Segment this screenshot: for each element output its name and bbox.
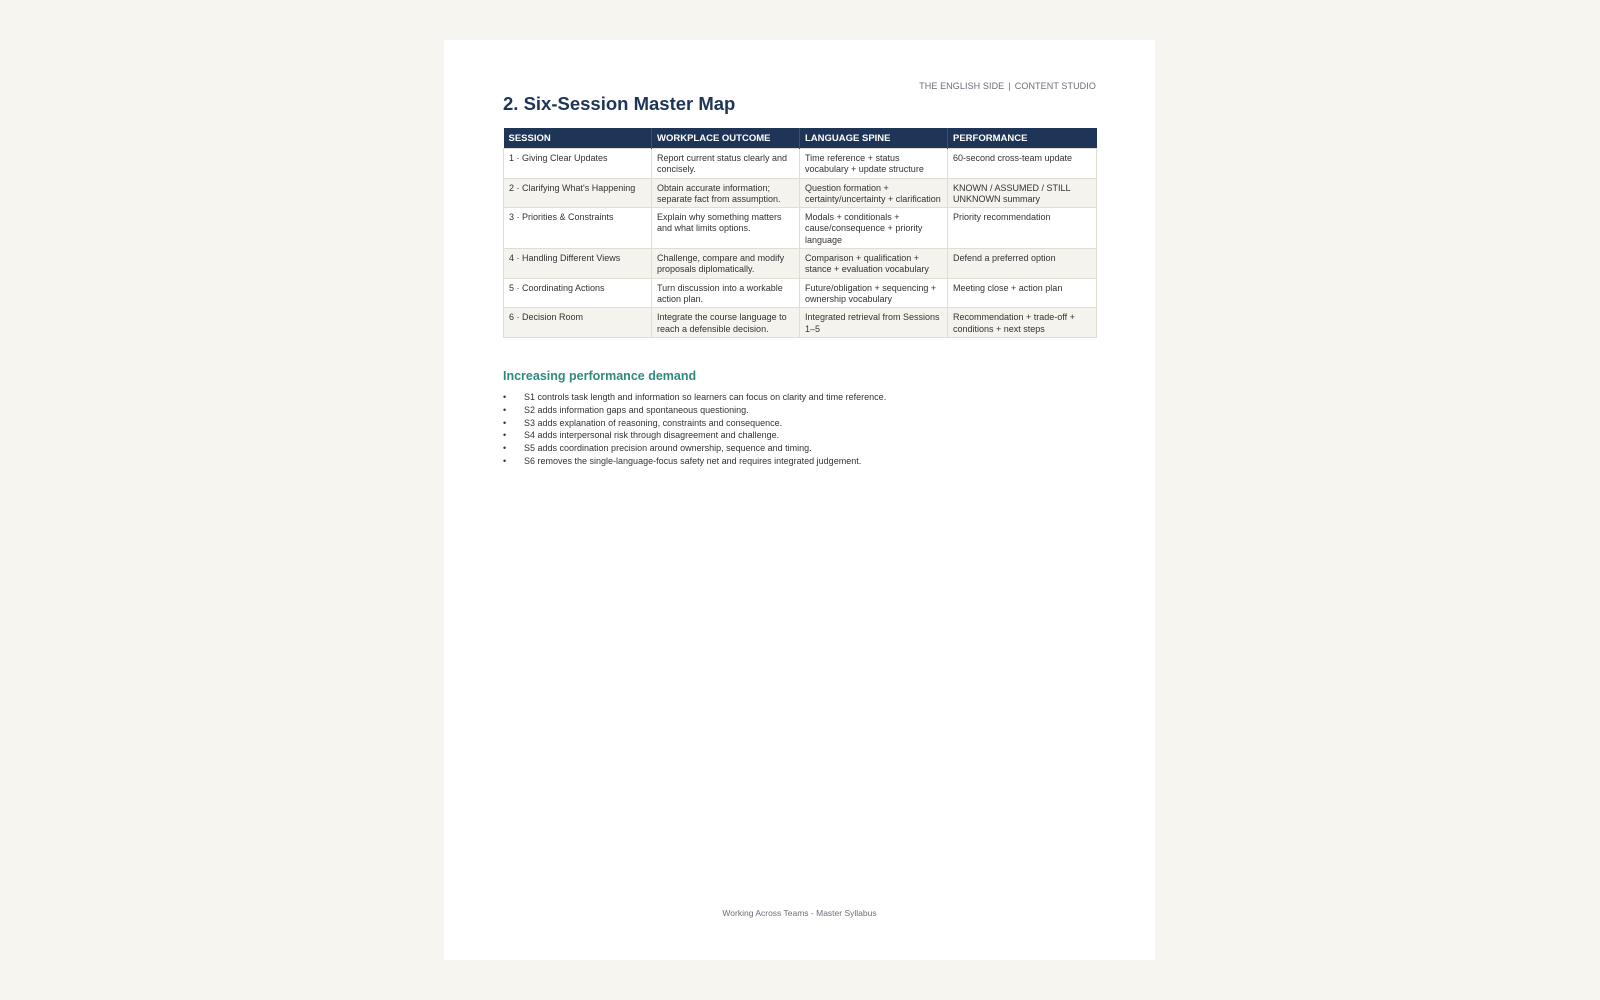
cell-workplace-outcome: Report current status clearly and concisely. [652, 149, 800, 179]
list-item [503, 455, 886, 468]
cell-workplace-outcome: Challenge, compare and modify proposals diplomatically. [652, 249, 800, 279]
cell-workplace-outcome: Explain why something matters and what limits options. [652, 208, 800, 249]
list-item [503, 417, 886, 430]
column-header-workplace-outcome: WORKPLACE OUTCOME [652, 128, 800, 149]
table-row [504, 149, 1097, 179]
cell-performance: 60-second cross-team update [948, 149, 1097, 179]
cell-performance: Recommendation + trade-off + conditions + next steps [948, 308, 1097, 338]
table-row [504, 278, 1097, 308]
cell-language-spine: Integrated retrieval from Sessions 1–5 [800, 308, 948, 338]
cell-session: 4 · Handling Different Views [504, 249, 652, 279]
bullet-icon: • [503, 392, 507, 402]
cell-session: 1 · Giving Clear Updates [504, 149, 652, 179]
cell-workplace-outcome: Turn discussion into a workable action plan. [652, 278, 800, 308]
cell-performance: Defend a preferred option [948, 249, 1097, 279]
cell-session: 5 · Coordinating Actions [504, 278, 652, 308]
cell-performance: Meeting close + action plan [948, 278, 1097, 308]
cell-session: 3 · Priorities & Constraints [504, 208, 652, 249]
header-brand-right: CONTENT STUDIO [1014, 81, 1096, 91]
cell-session: 2 · Clarifying What's Happening [504, 178, 652, 208]
header-brand-left: THE ENGLISH SIDE [919, 81, 1005, 91]
bullet-icon: • [503, 430, 507, 441]
table-header-row [504, 128, 1097, 149]
bullet-icon: • [503, 443, 507, 454]
column-header-performance: PERFORMANCE [948, 128, 1097, 149]
list-item-text: S1 controls task length and information so learners can focus on clarity and time reference. [524, 392, 887, 402]
list-item [503, 404, 886, 417]
bullet-icon: • [503, 417, 507, 428]
list-item-text: S5 adds coordination precision around ownership, sequence and timing. [524, 443, 812, 454]
cell-session: 6 · Decision Room [504, 308, 652, 338]
cell-performance: Priority recommendation [948, 208, 1097, 249]
cell-language-spine: Modals + conditionals + cause/consequence + priority language [800, 208, 948, 249]
cell-language-spine: Future/obligation + sequencing + ownership vocabulary [800, 278, 948, 308]
cell-language-spine: Time reference + status vocabulary + update structure [800, 149, 948, 179]
table-row [504, 208, 1097, 249]
list-item [503, 442, 886, 455]
column-header-session: SESSION [504, 128, 652, 149]
table-row [504, 178, 1097, 208]
list-item-text: S2 adds information gaps and spontaneous questioning. [524, 404, 749, 415]
list-item-text: S3 adds explanation of reasoning, constraints and consequence. [524, 417, 783, 428]
table-row [504, 308, 1097, 338]
bullet-icon: • [503, 455, 507, 466]
document-page [444, 40, 1155, 960]
page-title: 2. Six-Session Master Map [503, 93, 736, 114]
bullet-icon: • [503, 404, 507, 415]
column-header-language-spine: LANGUAGE SPINE [800, 128, 948, 149]
cell-workplace-outcome: Obtain accurate information; separate fact from assumption. [652, 178, 800, 208]
table-row [504, 249, 1097, 279]
cell-performance: KNOWN / ASSUMED / STILL UNKNOWN summary [948, 178, 1097, 208]
header-separator: | [1008, 81, 1011, 91]
cell-language-spine: Question formation + certainty/uncertainty + clarification [800, 178, 948, 208]
list-item [503, 391, 886, 404]
cell-language-spine: Comparison + qualification + stance + evaluation vocabulary [800, 249, 948, 279]
list-item [503, 429, 886, 442]
cell-workplace-outcome: Integrate the course language to reach a defensible decision. [652, 308, 800, 338]
performance-demand-list [503, 391, 886, 468]
running-header [919, 81, 1096, 91]
session-map-table [503, 128, 1097, 338]
list-item-text: S6 removes the single-language-focus safety net and requires integrated judgement. [524, 455, 862, 466]
page-footer: Working Across Teams - Master Syllabus [722, 908, 877, 918]
section-heading: Increasing performance demand [503, 369, 697, 383]
list-item-text: S4 adds interpersonal risk through disagreement and challenge. [524, 430, 780, 441]
